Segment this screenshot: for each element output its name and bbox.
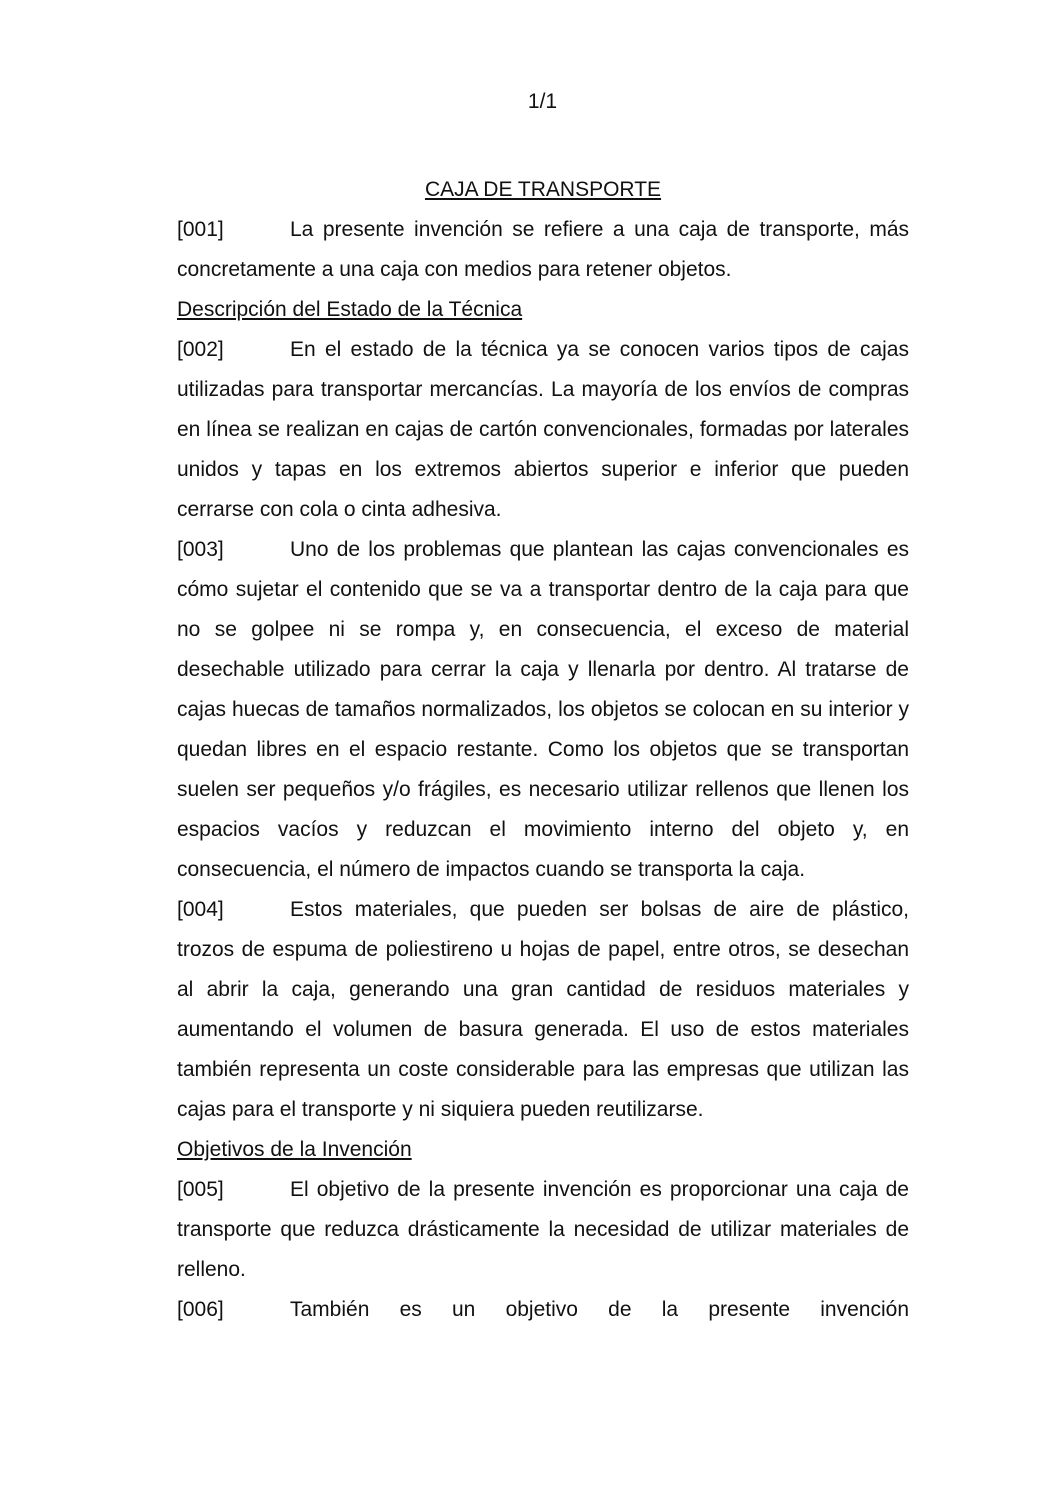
paragraph-number: [005] xyxy=(177,1178,224,1201)
paragraph-text: También es un objetivo de la presente invención xyxy=(290,1298,909,1321)
document-body xyxy=(177,170,909,1330)
page-number: 1/1 xyxy=(527,90,558,113)
paragraph-003 xyxy=(177,530,909,890)
paragraph-001 xyxy=(177,210,909,290)
section-heading-objectives: Objetivos de la Invención xyxy=(177,1138,412,1161)
paragraph-text: El objetivo de la presente invención es proporcionar una caja de transporte que reduzca drásticamente la necesidad de utilizar materiales de relleno. xyxy=(177,1178,909,1281)
paragraph-006 xyxy=(177,1290,909,1330)
paragraph-number: [004] xyxy=(177,898,224,921)
paragraph-005 xyxy=(177,1170,909,1290)
paragraph-text: Uno de los problemas que plantean las cajas convencionales es cómo sujetar el contenido que se va a transportar dentro de la caja para que no se golpee ni se rompa y, en consecuencia, el exceso de material desechable utilizado para cerrar la caja y llenarla por dentro. Al tratarse de cajas huecas de tamaños normalizados, los objetos se colocan en su interior y quedan libres en el espacio restante. Como los objetos que se transportan suelen ser pequeños y/o frágiles, es necesario utilizar rellenos que llenen los espacios vacíos y reduzcan el movimiento interno del objeto y, en consecuencia, el número de impactos cuando se transporta la caja. xyxy=(177,538,909,881)
paragraph-004 xyxy=(177,890,909,1130)
paragraph-text: La presente invención se refiere a una caja de transporte, más concretamente a una caja con medios para retener objetos. xyxy=(177,218,909,281)
paragraph-text: Estos materiales, que pueden ser bolsas de aire de plástico, trozos de espuma de poliestireno u hojas de papel, entre otros, se desechan al abrir la caja, generando una gran cantidad de residuos materiales y aumentando el volumen de basura generada. El uso de estos materiales también representa un coste considerable para las empresas que utilizan las cajas para el transporte y ni siquiera pueden reutilizarse. xyxy=(177,898,909,1121)
paragraph-number: [002] xyxy=(177,338,224,361)
paragraph-text: En el estado de la técnica ya se conocen varios tipos de cajas utilizadas para transportar mercancías. La mayoría de los envíos de compras en línea se realizan en cajas de cartón convencionales, formadas por laterales unidos y tapas en los extremos abiertos superior e inferior que pueden cerrarse con cola o cinta adhesiva. xyxy=(177,338,909,521)
paragraph-number: [003] xyxy=(177,538,224,561)
paragraph-number: [006] xyxy=(177,1298,224,1321)
section-heading-state-of-art: Descripción del Estado de la Técnica xyxy=(177,298,523,321)
document-title: CAJA DE TRANSPORTE xyxy=(424,178,662,201)
paragraph-number: [001] xyxy=(177,218,224,241)
paragraph-002 xyxy=(177,330,909,530)
